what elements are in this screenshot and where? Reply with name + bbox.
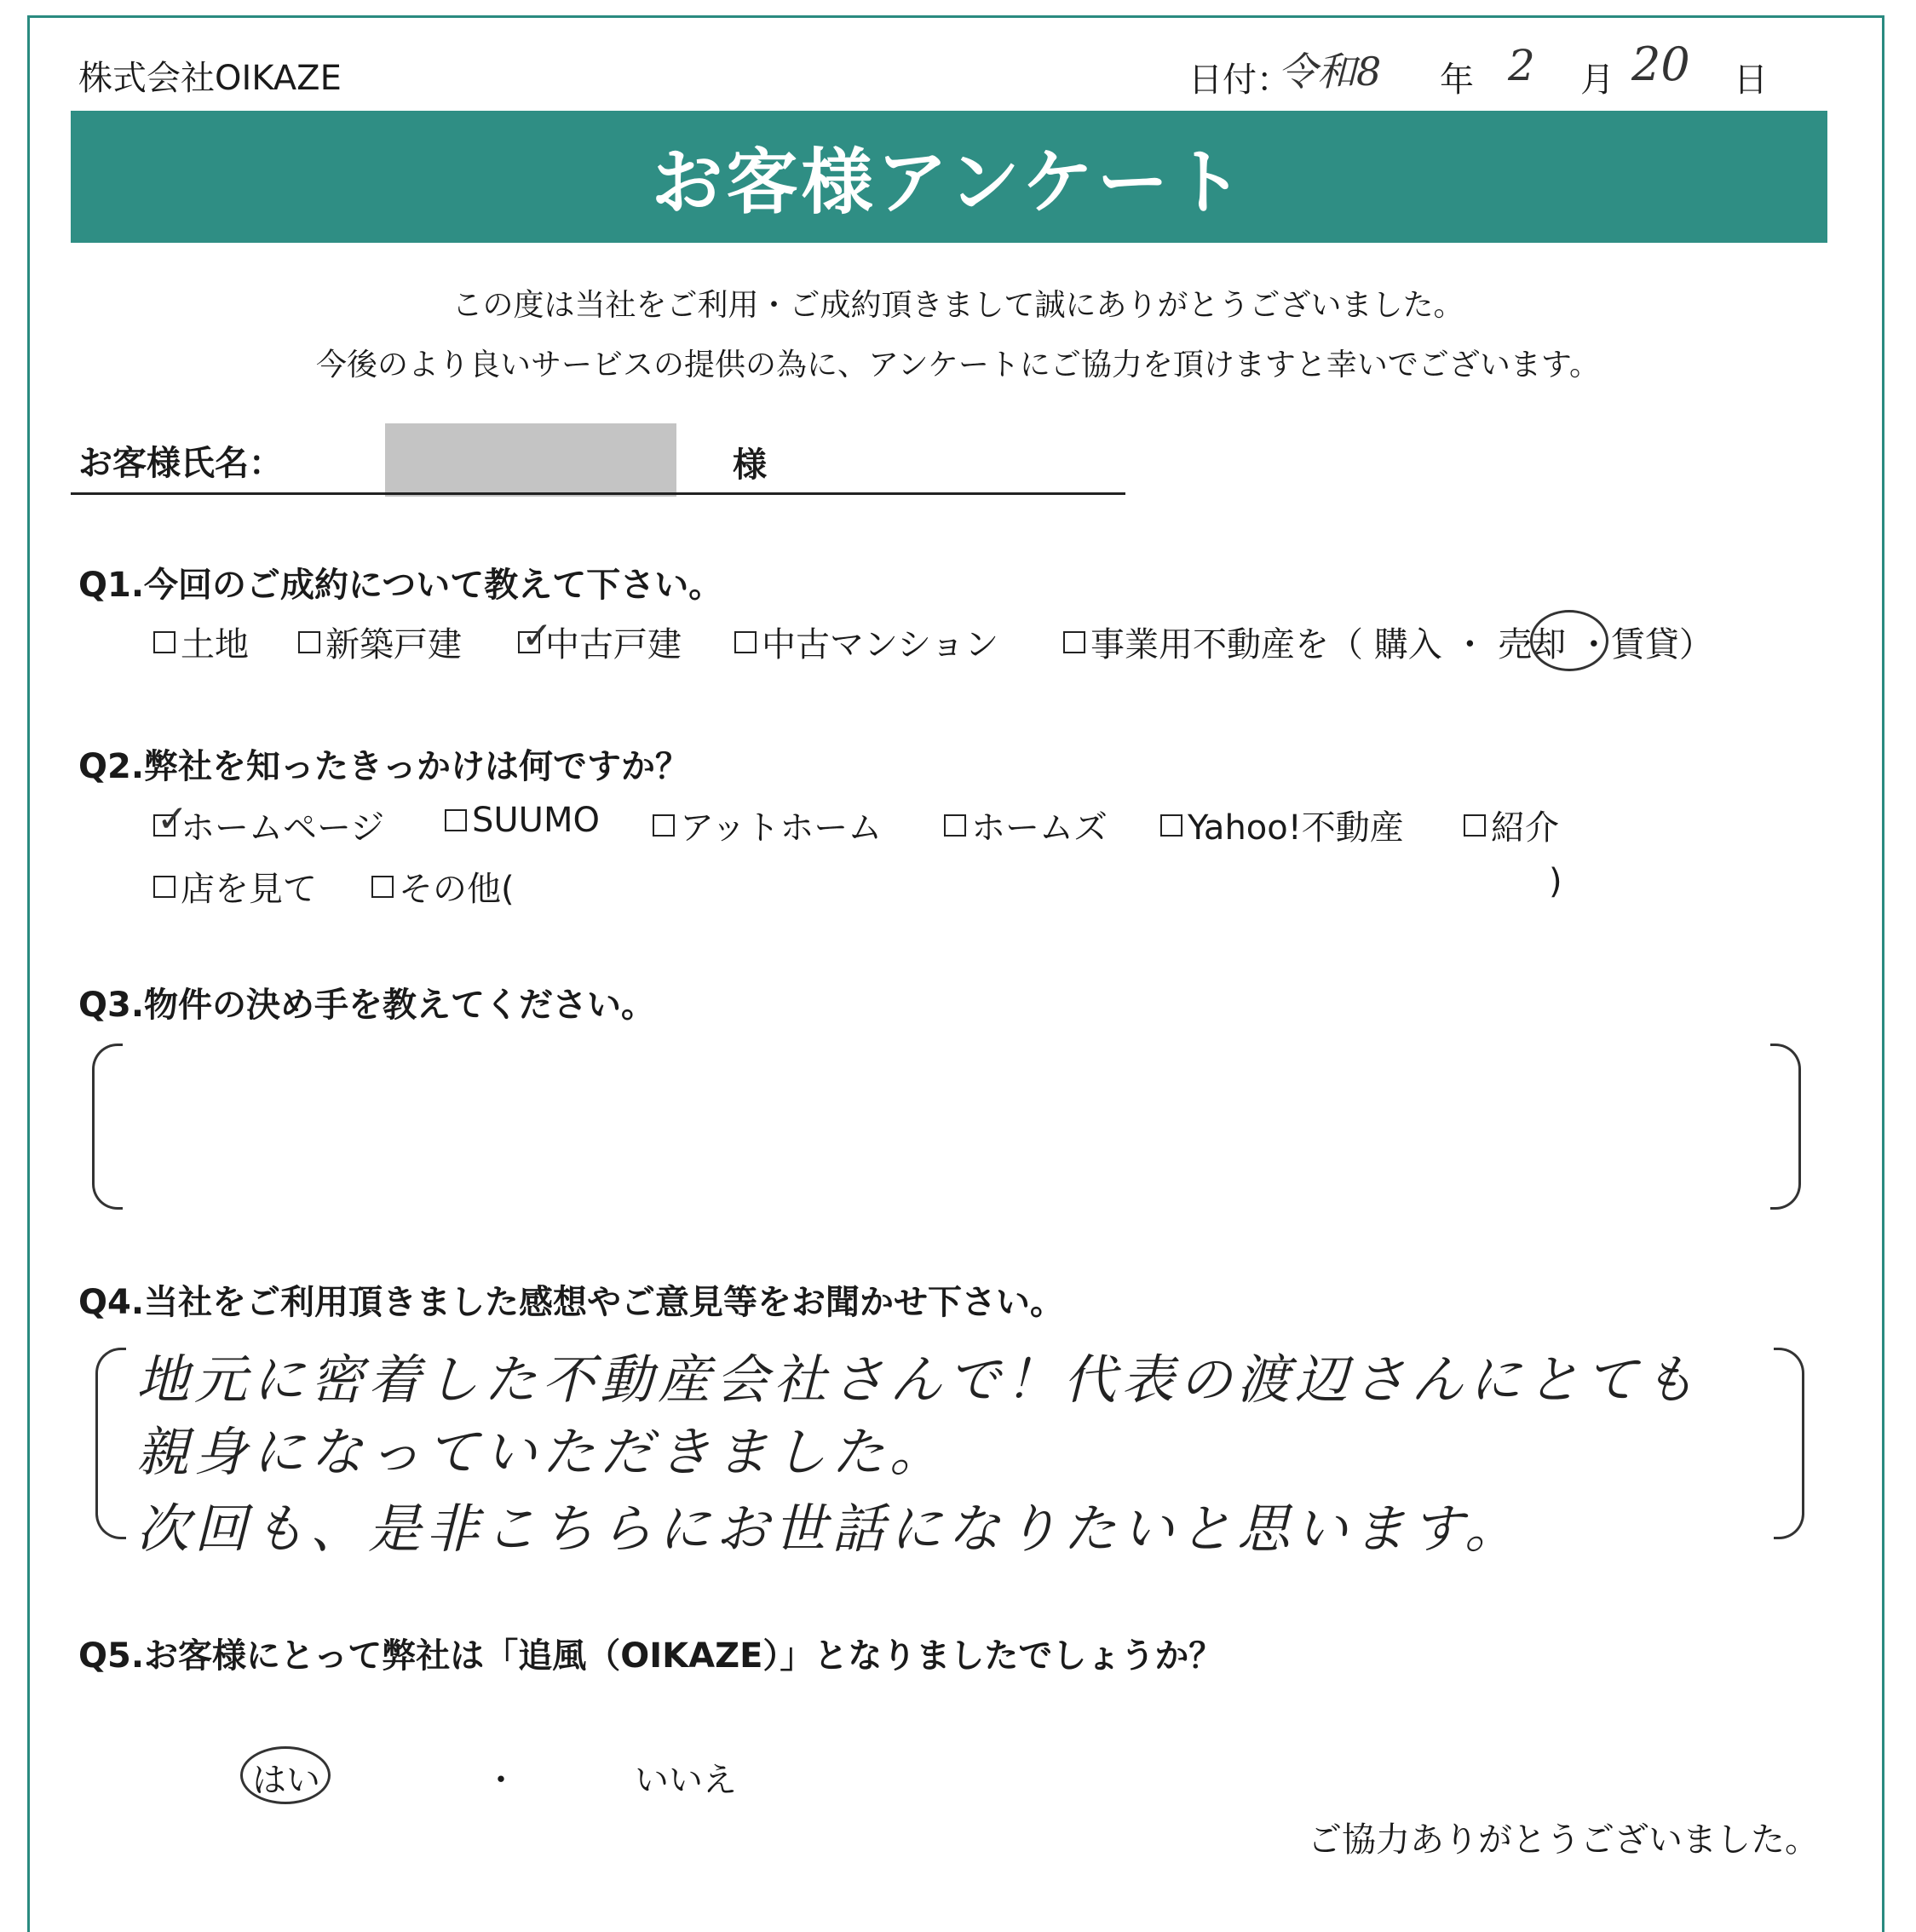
q5-question: Q5.お客様にとって弊社は「追風（OIKAZE）」となりましたでしょうか？ <box>78 1636 1223 1676</box>
intro-line-1: この度は当社をご利用・ご成約頂きまして誠にありがとうございました。 <box>452 288 1464 323</box>
q3-question: Q3.物件の決め手を教えてください。 <box>78 986 656 1025</box>
checkbox[interactable] <box>371 876 394 898</box>
q3-bracket-right <box>1770 1044 1801 1210</box>
date-month-handwritten[interactable]: 2 <box>1508 41 1535 90</box>
date-day-unit: 日 <box>1734 60 1768 100</box>
q1-question: Q1.今回のご成約について教えて下さい。 <box>78 566 723 605</box>
q2-option-yahoo[interactable]: Yahoo!不動産 <box>1160 801 1404 849</box>
q2-option-athome[interactable]: アットホーム <box>653 801 882 849</box>
q2-option-other[interactable]: その他( <box>371 862 515 911</box>
checkbox-checked[interactable] <box>518 613 553 658</box>
company-name: 株式会社OIKAZE <box>78 59 342 98</box>
q2-question: Q2.弊社を知ったきっかけは何ですか？ <box>78 747 690 786</box>
q4-answer-line-3[interactable]: 次回も、是非こちらにお世話になりたいと思います。 <box>136 1498 1523 1560</box>
q4-bracket-right <box>1774 1348 1804 1539</box>
checkbox[interactable] <box>653 814 675 837</box>
q2-option-homepage[interactable]: ✓ ホームページ <box>153 801 384 849</box>
q5-no-option[interactable]: いいえ <box>635 1761 737 1800</box>
customer-name-redacted <box>385 423 676 497</box>
intro-line-2: 今後のより良いサービスの提供の為に、アンケートにご協力を頂けますと幸いでございます。 <box>316 348 1600 382</box>
q2-other-close-paren: ) <box>1549 862 1562 901</box>
q2-option-referral[interactable]: 紹介 <box>1464 801 1559 849</box>
q1-option-used-condo[interactable]: 中古マンション <box>734 618 998 666</box>
q4-question: Q4.当社をご利用頂きました感想やご意見等をお聞かせ下さい。 <box>78 1283 1065 1322</box>
q1-option-commercial[interactable]: 事業用不動産を（ 購入 ・ 売却 ・賃貸） <box>1063 618 1713 666</box>
date-month-unit: 月 <box>1580 60 1614 100</box>
q2-option-homes[interactable]: ホームズ <box>944 801 1108 849</box>
checkbox[interactable] <box>1464 814 1486 837</box>
date-year-unit: 年 <box>1440 60 1474 100</box>
q2-option-store[interactable]: 店を見て <box>153 862 317 911</box>
date-day-handwritten[interactable]: 20 <box>1631 37 1690 91</box>
q2-option-suumo[interactable]: SUUMO <box>445 801 600 840</box>
customer-name-suffix: 様 <box>733 446 767 485</box>
q1-option-new-house[interactable]: 新築戸建 <box>298 618 462 666</box>
check-mark-icon: ✓ <box>157 796 188 841</box>
date-label: 日付： <box>1188 60 1291 100</box>
q1-option-used-house[interactable]: ✓ 中古戸建 <box>518 618 682 666</box>
checkbox[interactable] <box>1160 814 1182 837</box>
q5-yes-option[interactable]: はい <box>252 1761 320 1800</box>
checkbox[interactable] <box>298 631 320 653</box>
checkbox[interactable] <box>153 631 175 653</box>
page-title: お客様アンケート <box>651 141 1247 224</box>
customer-name-label: お客様氏名： <box>78 444 283 483</box>
checkbox[interactable] <box>734 631 757 653</box>
customer-name-underline <box>71 492 1125 495</box>
check-mark-icon: ✓ <box>521 613 553 658</box>
q4-answer-line-2[interactable]: 親身になっていただきました。 <box>136 1421 948 1483</box>
q5-yes-circle-mark <box>240 1746 331 1804</box>
checkbox[interactable] <box>1063 631 1085 653</box>
q1-option-land[interactable]: 土地 <box>153 618 249 666</box>
checkbox[interactable] <box>944 814 966 837</box>
checkbox[interactable] <box>445 809 467 831</box>
footer-thanks: ご協力ありがとうございました。 <box>1308 1820 1819 1860</box>
q3-bracket-left <box>92 1044 123 1210</box>
checkbox-checked[interactable] <box>153 796 188 841</box>
q1-circled-sale-mark <box>1530 610 1608 671</box>
q4-bracket-left <box>95 1348 126 1539</box>
date-era-handwritten[interactable]: 令和8 <box>1278 49 1382 95</box>
q5-separator: ・ <box>484 1761 518 1800</box>
q4-answer-line-1[interactable]: 地元に密着した不動産会社さんで！代表の渡辺さんにとても <box>136 1348 1701 1411</box>
checkbox[interactable] <box>153 876 175 898</box>
title-banner <box>71 111 1827 243</box>
